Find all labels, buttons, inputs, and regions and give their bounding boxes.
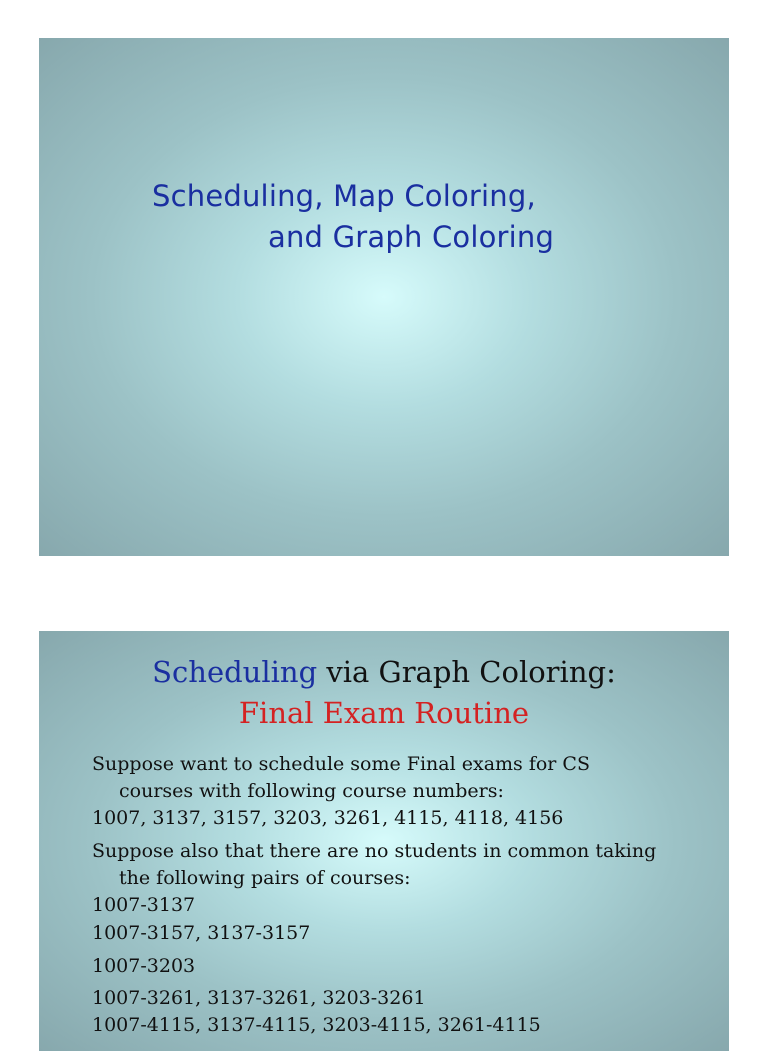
heading-rest: via Graph Coloring: bbox=[317, 655, 616, 689]
body-line-6: 1007-3137 bbox=[92, 894, 196, 916]
body-line-5: the following pairs of courses: bbox=[119, 867, 411, 889]
heading-highlight: Scheduling bbox=[152, 655, 318, 689]
body-line-9: 1007-3261, 3137-3261, 3203-3261 bbox=[92, 987, 426, 1009]
body-line-7: 1007-3157, 3137-3157 bbox=[92, 922, 311, 944]
content-slide bbox=[39, 631, 729, 1051]
body-line-1: Suppose want to schedule some Final exams for CS bbox=[92, 753, 590, 775]
body-line-3: 1007, 3137, 3157, 3203, 3261, 4115, 4118, 4156 bbox=[92, 807, 564, 829]
slide-title-line-1: Scheduling, Map Coloring, bbox=[152, 179, 536, 213]
slide-title-line-2: and Graph Coloring bbox=[268, 220, 555, 254]
slide-heading bbox=[39, 655, 729, 689]
body-line-10: 1007-4115, 3137-4115, 3203-4115, 3261-4115 bbox=[92, 1014, 541, 1036]
body-line-2: courses with following course numbers: bbox=[119, 780, 504, 802]
body-line-4: Suppose also that there are no students in common taking bbox=[92, 840, 657, 862]
slide-subheading: Final Exam Routine bbox=[238, 696, 530, 730]
title-slide bbox=[39, 38, 729, 556]
body-line-8: 1007-3203 bbox=[92, 955, 196, 977]
